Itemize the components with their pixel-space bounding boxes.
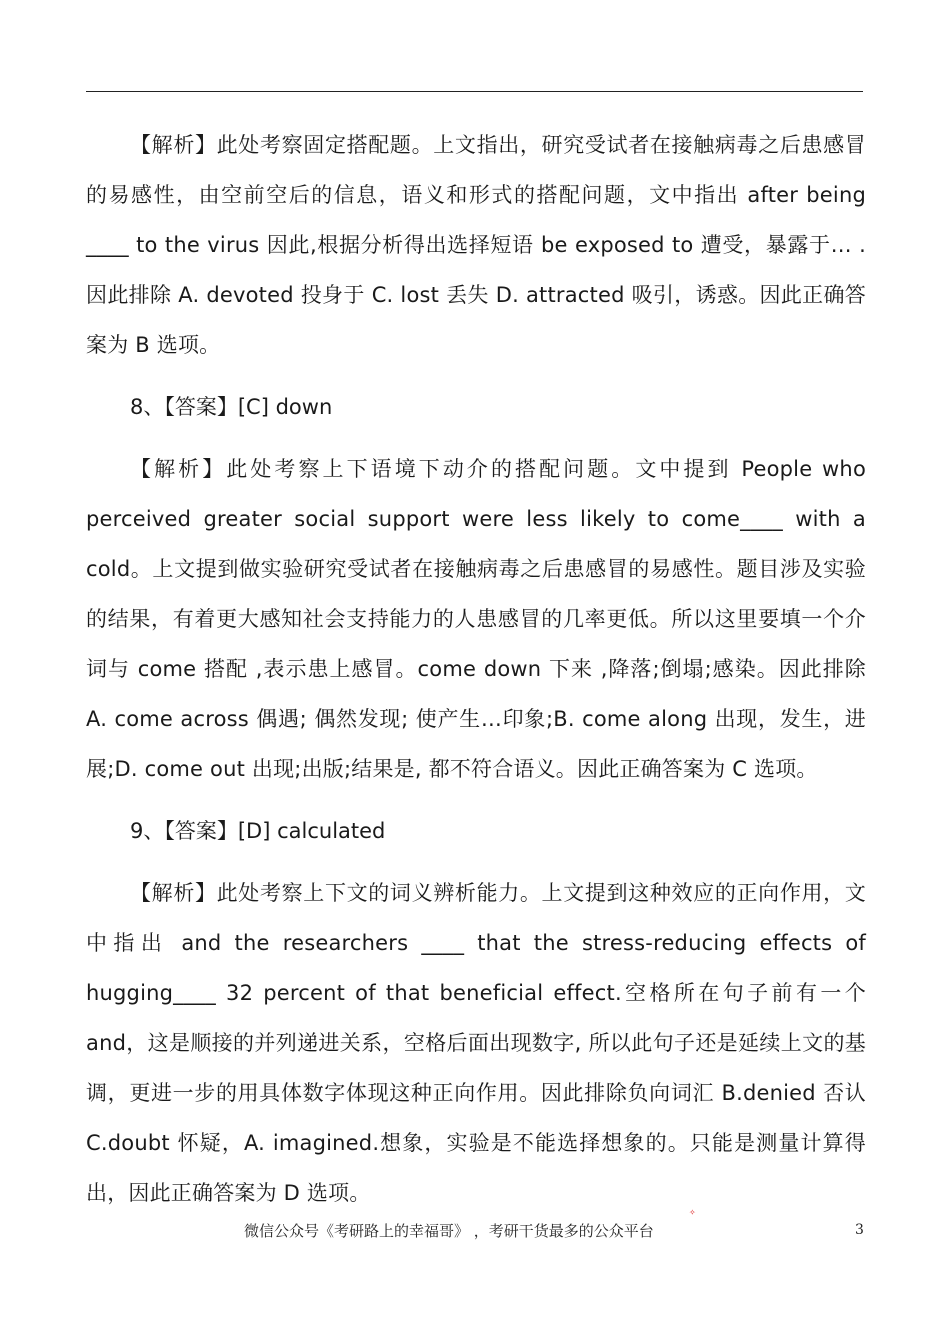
explanation-paragraph-8: 【解析】此处考察上下语境下动介的搭配问题。文中提到 People who perceived greater social support were less likely to come____ with a cold。上文提到做实验研究受试者在接触病毒之后患感冒的易感性。题目涉及实验的结果，有着更大感知社会支持能力的人患感冒的几率更低。所以这里要填一个介词与 come 搭配 ,表示患上感冒。come down 下来 ,降落;倒塌;感染。因此排除 A. come across 偶遇; 偶然发现; 使产生…印象;B. come along 出现，发生，进展;D. come out 出现;出版;结果是, 都不符合语义。因此正确答案为 C 选项。 — [86, 457, 866, 781]
document-body — [86, 120, 866, 1218]
page-number: 3 — [855, 1222, 864, 1238]
decorative-mark-icon: ✧ — [689, 1208, 696, 1217]
footer-text: 微信公众号《考研路上的幸福哥》 ，考研干货最多的公众平台 — [244, 1222, 654, 1240]
page-footer — [0, 1208, 950, 1248]
answer-heading-9: 9、【答案】[D] calculated — [130, 819, 386, 843]
explanation-paragraph-7: 【解析】此处考察固定搭配题。上文指出，研究受试者在接触病毒之后患感冒的易感性，由空前空后的信息，语义和形式的搭配问题，文中指出 after being ____ to the virus 因此,根据分析得出选择短语 be exposed to 遭受，暴露于… .因此排除 A. devoted 投身于 C. lost 丢失 D. attracted 吸引，诱惑。因此正确答案为 B 选项。 — [86, 133, 866, 357]
explanation-paragraph-9: 【解析】此处考察上下文的词义辨析能力。上文提到这种效应的正向作用，文中指出 and the researchers ____ that the stress-reducing effects of hugging____ 32 percent of that beneficial effect.空格所在句子前有一个 and，这是顺接的并列递进关系，空格后面出现数字, 所以此句子还是延续上文的基调，更进一步的用具体数字体现这种正向作用。因此排除负向词汇 B.denied 否认 C.doubt 怀疑，A. imagined.想象，实验是不能选择想象的。只能是测量计算得出，因此正确答案为 D 选项。 — [86, 881, 866, 1205]
answer-heading-8: 8、【答案】[C] down — [130, 395, 333, 419]
header-rule — [86, 91, 863, 92]
